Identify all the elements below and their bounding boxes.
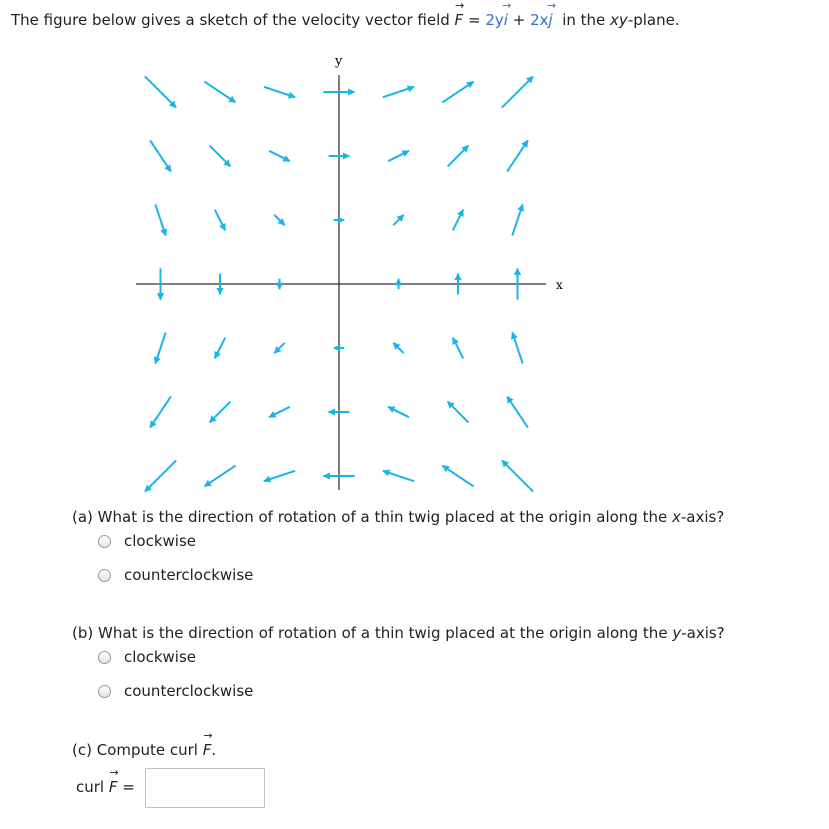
field-arrow — [204, 82, 235, 103]
field-arrow — [512, 204, 522, 235]
field-arrow — [442, 466, 473, 487]
field-arrow — [388, 151, 409, 161]
option-a-counterclockwise[interactable] — [98, 564, 253, 586]
radio-b-counterclockwise[interactable] — [98, 685, 111, 698]
option-b-clockwise[interactable] — [98, 646, 196, 668]
field-arrow — [507, 396, 528, 427]
field-arrow — [215, 210, 225, 231]
option-label: clockwise — [124, 648, 197, 666]
field-arrow — [204, 466, 235, 487]
unit-vector-j: → j — [548, 11, 552, 29]
field-arrow — [269, 151, 290, 161]
field-arrow — [453, 210, 463, 231]
field-arrow — [264, 471, 295, 481]
x-axis-label: x — [556, 278, 563, 292]
field-arrow — [274, 215, 284, 225]
field-arrow — [507, 140, 528, 171]
option-label: counterclockwise — [124, 682, 254, 700]
question-a — [72, 508, 724, 526]
question-a-text: (a) What is the direction of rotation of a thin twig placed at the origin along the — [72, 508, 672, 526]
radio-a-clockwise[interactable] — [98, 535, 111, 548]
question-a-axis: x — [672, 508, 681, 526]
field-arrow — [145, 460, 176, 491]
question-c-period: . — [211, 741, 217, 759]
radio-b-clockwise[interactable] — [98, 651, 111, 664]
field-arrow — [502, 76, 533, 107]
field-arrow — [383, 471, 414, 481]
field-arrow — [502, 460, 533, 491]
equals-sign: = — [122, 778, 135, 796]
curl-answer-label — [76, 778, 135, 796]
xy-text: xy — [610, 11, 628, 29]
field-arrow — [393, 343, 403, 353]
field-arrow — [215, 338, 225, 359]
field-arrow — [388, 407, 409, 417]
field-arrow — [210, 402, 231, 423]
equals-sign: = — [467, 11, 481, 29]
field-arrow — [512, 332, 522, 363]
field-arrow — [150, 140, 171, 171]
field-arrow — [269, 407, 290, 417]
question-b-text: (b) What is the direction of rotation of a thin twig placed at the origin along the — [72, 624, 673, 642]
option-a-clockwise[interactable] — [98, 530, 196, 552]
question-c — [72, 741, 216, 759]
question-b — [72, 624, 725, 642]
vector-F: → F — [109, 778, 118, 796]
field-arrow — [393, 215, 403, 225]
intro-prefix: The figure below gives a sketch of the velocity vector field — [11, 11, 450, 29]
plus-sign: + — [512, 11, 526, 29]
field-arrow — [145, 76, 176, 107]
option-label: clockwise — [124, 532, 197, 550]
y-axis-label: y — [335, 54, 343, 69]
question-a-suffix: -axis? — [680, 508, 725, 526]
curl-answer-input[interactable] — [145, 768, 265, 808]
curl-text: curl — [76, 778, 109, 796]
option-b-counterclockwise[interactable] — [98, 680, 253, 702]
field-arrow — [264, 87, 295, 97]
question-c-text: (c) Compute curl — [72, 741, 203, 759]
term-2y: 2y — [485, 11, 504, 29]
option-label: counterclockwise — [124, 566, 254, 584]
field-arrow — [210, 146, 231, 167]
field-arrow — [383, 87, 414, 97]
field-arrow — [453, 338, 463, 359]
radio-a-counterclockwise[interactable] — [98, 569, 111, 582]
unit-vector-i: → i — [504, 11, 508, 29]
question-b-axis: y — [672, 624, 682, 642]
field-arrow — [150, 396, 171, 427]
term-2x: 2x — [530, 11, 549, 29]
field-arrow — [448, 146, 469, 167]
field-arrow — [155, 332, 165, 363]
intro-suffix: in the — [562, 11, 606, 29]
field-arrow — [274, 343, 284, 353]
question-b-suffix: -axis? — [681, 624, 725, 642]
field-arrow — [448, 402, 469, 423]
field-arrow — [155, 204, 165, 235]
vector-F: → F — [203, 741, 212, 759]
intro-suffix-2: -plane. — [627, 11, 680, 29]
field-arrow — [442, 82, 473, 103]
vector-F: → F — [455, 11, 464, 29]
